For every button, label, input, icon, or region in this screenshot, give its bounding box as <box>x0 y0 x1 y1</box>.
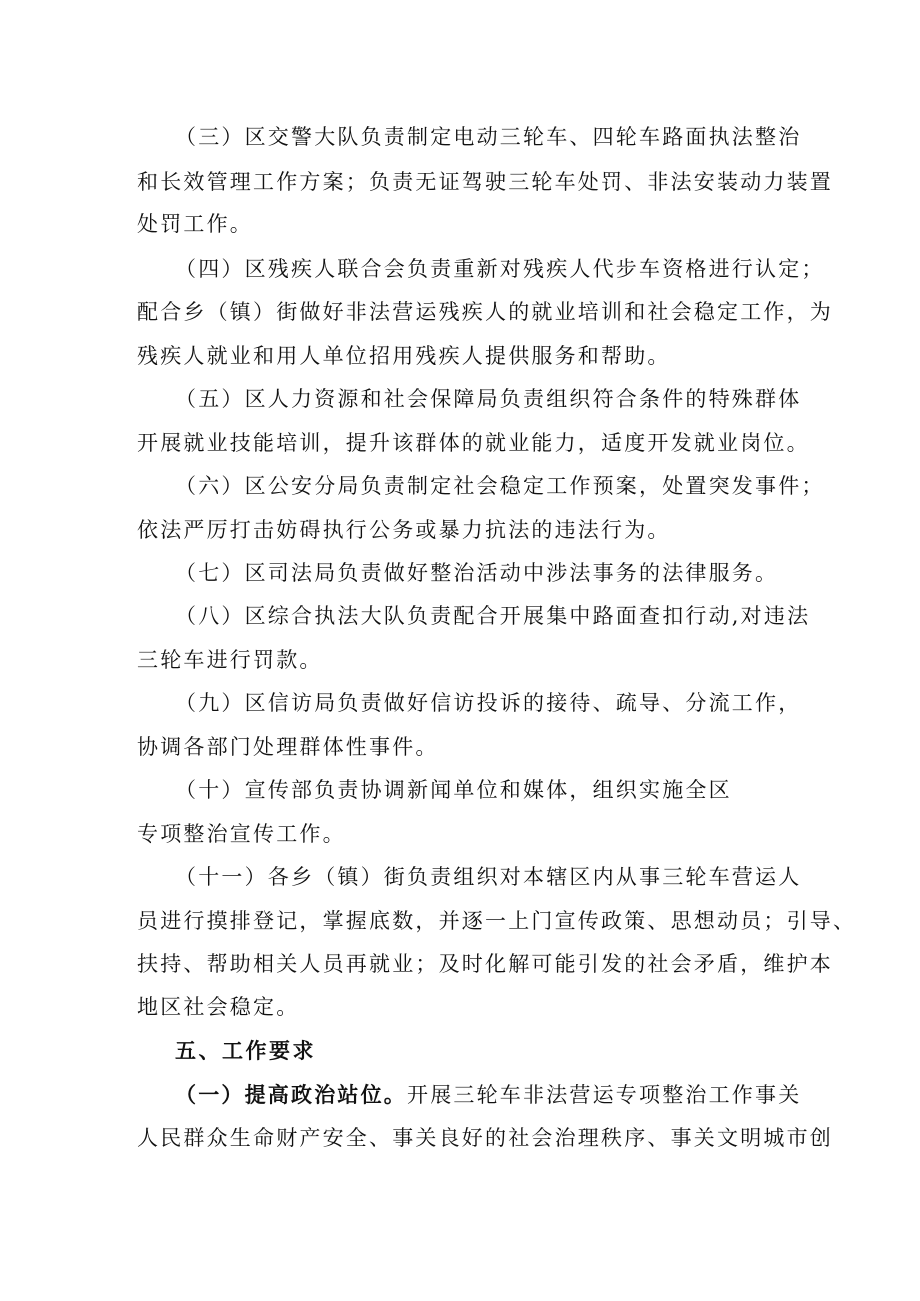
paragraph-8-line-2: 三轮车进行罚款。 <box>137 648 323 672</box>
requirement-1-title: （一）提高政治站位。 <box>175 1083 407 1107</box>
paragraph-6-line-2: 依法严厉打击妨碍执行公务或暴力抗法的违法行为。 <box>137 518 671 542</box>
paragraph-4-line-3: 残疾人就业和用人单位招用残疾人提供服务和帮助。 <box>137 344 671 368</box>
requirement-1-line-2: 人民群众生命财产安全、事关良好的社会治理秩序、事关文明城市创 <box>137 1126 833 1150</box>
paragraph-11-line-2: 员进行摸排登记，掌握底数，并逐一上门宣传政策、思想动员；引导、 <box>137 909 857 933</box>
section-5-heading: 五、工作要求 <box>175 1039 316 1063</box>
requirement-1-text: 开展三轮车非法营运专项整治工作事关 <box>407 1083 802 1107</box>
paragraph-9-line-2: 协调各部门处理群体性事件。 <box>137 735 439 759</box>
paragraph-10-line-2: 专项整治宣传工作。 <box>137 822 346 846</box>
requirement-1-line-1 <box>175 1080 801 1110</box>
paragraph-7-line-1: （七）区司法局负责做好整治活动中涉法事务的法律服务。 <box>175 561 779 585</box>
paragraph-5-line-1: （五）区人力资源和社会保障局负责组织符合条件的特殊群体 <box>175 387 802 411</box>
paragraph-5-line-2: 开展就业技能培训，提升该群体的就业能力，适度开发就业岗位。 <box>137 431 810 455</box>
paragraph-3-line-3: 处罚工作。 <box>137 212 253 236</box>
paragraph-11-line-3: 扶持、帮助相关人员再就业；及时化解可能引发的社会矛盾，维护本 <box>137 952 833 976</box>
paragraph-3-line-1: （三）区交警大队负责制定电动三轮车、四轮车路面执法整治 <box>175 125 802 149</box>
paragraph-6-line-1: （六）区公安分局负责制定社会稳定工作预案，处置突发事件； <box>175 474 825 498</box>
paragraph-10-line-1: （十）宣传部负责协调新闻单位和媒体，组织实施全区 <box>175 778 732 802</box>
paragraph-3-line-2: 和长效管理工作方案；负责无证驾驶三轮车处罚、非法安装动力装置 <box>137 170 833 194</box>
paragraph-11-line-1: （十一）各乡（镇）街负责组织对本辖区内从事三轮车营运人 <box>175 865 802 889</box>
paragraph-4-line-2: 配合乡（镇）街做好非法营运残疾人的就业培训和社会稳定工作，为 <box>137 300 833 324</box>
paragraph-4-line-1: （四）区残疾人联合会负责重新对残疾人代步车资格进行认定； <box>175 257 825 281</box>
paragraph-9-line-1: （九）区信访局负责做好信访投诉的接待、疏导、分流工作， <box>175 691 802 715</box>
paragraph-8-line-1: （八）区综合执法大队负责配合开展集中路面查扣行动,对违法 <box>175 604 811 628</box>
paragraph-11-line-4: 地区社会稳定。 <box>137 995 300 1019</box>
